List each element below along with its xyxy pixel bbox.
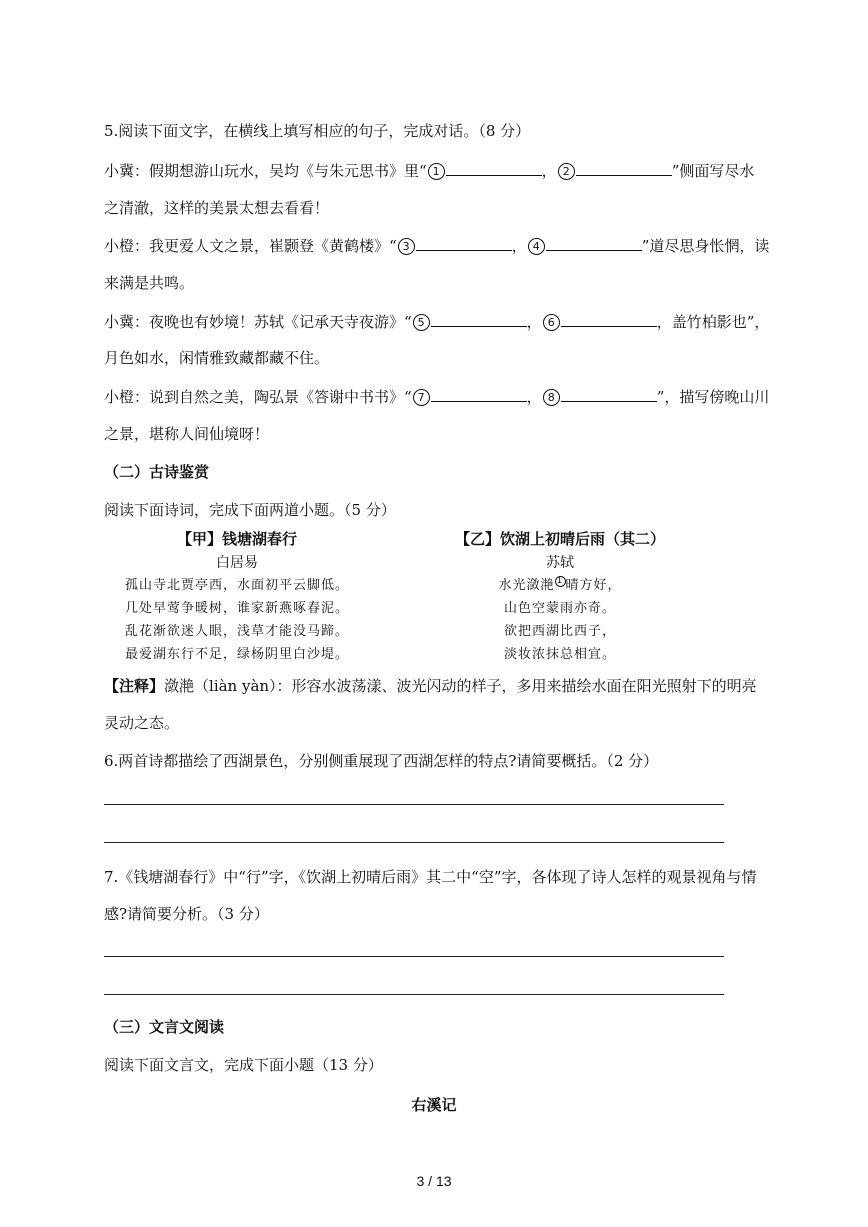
q7-answer-line[interactable] bbox=[104, 994, 724, 995]
poem-b-author: 苏轼 bbox=[546, 555, 574, 571]
q6-answer-line[interactable] bbox=[104, 804, 724, 805]
fill-blank[interactable] bbox=[431, 310, 527, 327]
poem-b-line: 淡妆浓抹总相宜。 bbox=[503, 647, 616, 662]
poem-b bbox=[430, 528, 690, 666]
poem-a-author: 白居易 bbox=[216, 555, 258, 571]
blank-number: 8 bbox=[543, 389, 560, 406]
fill-blank[interactable] bbox=[446, 159, 542, 176]
section-2-heading: （二）古诗鉴赏 bbox=[104, 463, 210, 481]
fill-blank[interactable] bbox=[416, 234, 512, 251]
separator: ， bbox=[541, 162, 557, 180]
q7-answer-line[interactable] bbox=[104, 956, 724, 957]
q7-question-cont: 感?请简要分析。（3 分） bbox=[104, 905, 269, 923]
blank-number: 1 bbox=[428, 163, 445, 180]
page-number: 3 / 13 bbox=[416, 1173, 452, 1189]
q6-answer-line[interactable] bbox=[104, 842, 724, 843]
fill-blank[interactable] bbox=[431, 385, 527, 402]
poem-note bbox=[104, 675, 757, 697]
dialogue-text: ，盖竹柏影也”， bbox=[656, 313, 770, 331]
poem-b-title: 【乙】饮湖上初晴后雨（其二） bbox=[454, 530, 665, 548]
q5-heading: 5.阅读下面文字，在横线上填写相应的句子，完成对话。（8 分） bbox=[104, 122, 531, 140]
q5-dialogue-4 bbox=[104, 385, 769, 408]
dialogue-text: 小橙：说到自然之美，陶弘景《答谢中书书》“ bbox=[104, 388, 412, 406]
poem-a-line: 最爱湖东行不足，绿杨阴里白沙堤。 bbox=[124, 647, 349, 662]
dialogue-text: ”侧面写尽水 bbox=[671, 162, 755, 180]
dialogue-text: 小冀：夜晚也有妙境！苏轼《记承天寺夜游》“ bbox=[104, 313, 412, 331]
passage-title: 右溪记 bbox=[411, 1096, 457, 1114]
blank-number: 2 bbox=[558, 163, 575, 180]
separator: ， bbox=[511, 237, 527, 255]
fill-blank[interactable] bbox=[561, 385, 657, 402]
q5-dialogue-3-cont: 月色如水，闲情雅致藏都藏不住。 bbox=[104, 349, 330, 367]
note-text: 潋滟（liàn yàn）：形容水波荡漾、波光闪动的样子，多用来描绘水面在阳光照射下的明亮 bbox=[164, 677, 757, 695]
footnote-marker: 1 bbox=[555, 576, 566, 587]
poem-a-line: 乱花渐欲迷人眼，浅草才能没马蹄。 bbox=[124, 624, 349, 639]
dialogue-text: 小橙：我更爱人文之景，崔颢登《黄鹤楼》“ bbox=[104, 237, 397, 255]
q5-dialogue-1 bbox=[104, 159, 754, 182]
note-label: 【注释】 bbox=[104, 677, 165, 695]
poem-b-line: 山色空蒙雨亦奇。 bbox=[503, 601, 616, 616]
section-2-intro: 阅读下面诗词，完成下面两道小题。（5 分） bbox=[104, 501, 396, 519]
poem-b-line bbox=[430, 574, 690, 597]
poem-b-line: 欲把西湖比西子， bbox=[503, 624, 616, 639]
q5-dialogue-4-cont: 之景，堪称人间仙境呀！ bbox=[104, 425, 270, 443]
blank-number: 3 bbox=[398, 238, 415, 255]
poem-note-cont: 灵动之态。 bbox=[104, 714, 180, 732]
dialogue-text: 小冀：假期想游山玩水，吴均《与朱元思书》里“ bbox=[104, 162, 427, 180]
poem-b-line-text: 水光潋滟 bbox=[498, 578, 555, 593]
dialogue-text: ”，描写傍晚山川 bbox=[656, 388, 770, 406]
poem-a bbox=[112, 528, 362, 666]
blank-number: 4 bbox=[528, 238, 545, 255]
separator: ， bbox=[526, 388, 542, 406]
blank-number: 5 bbox=[413, 314, 430, 331]
q5-dialogue-2 bbox=[104, 234, 769, 257]
blank-number: 7 bbox=[413, 389, 430, 406]
poem-a-title: 【甲】钱塘湖春行 bbox=[176, 530, 297, 548]
q5-dialogue-2-cont: 来满是共鸣。 bbox=[104, 274, 195, 292]
section-3-intro: 阅读下面文言文，完成下面小题（13 分） bbox=[104, 1056, 383, 1074]
section-3-heading: （三）文言文阅读 bbox=[104, 1018, 225, 1036]
poem-a-line: 孤山寺北贾亭西，水面初平云脚低。 bbox=[124, 578, 349, 593]
q5-dialogue-3 bbox=[104, 310, 769, 333]
separator: ， bbox=[526, 313, 542, 331]
fill-blank[interactable] bbox=[561, 310, 657, 327]
dialogue-text: ”道尽思身怅惘，读 bbox=[641, 237, 770, 255]
fill-blank[interactable] bbox=[546, 234, 642, 251]
poem-a-line: 几处早莺争暖树，谁家新燕啄春泥。 bbox=[124, 601, 349, 616]
blank-number: 6 bbox=[543, 314, 560, 331]
poem-b-line-text: 晴方好， bbox=[565, 578, 622, 593]
fill-blank[interactable] bbox=[576, 159, 672, 176]
q5-dialogue-1-cont: 之清澈，这样的美景太想去看看！ bbox=[104, 199, 330, 217]
q6-question: 6.两首诗都描绘了西湖景色，分别侧重展现了西湖怎样的特点?请简要概括。（2 分） bbox=[104, 752, 659, 770]
q7-question: 7.《钱塘湖春行》中“行”字，《饮湖上初晴后雨》其二中“空”字，各体现了诗人怎样的观景视角与情 bbox=[104, 868, 757, 886]
